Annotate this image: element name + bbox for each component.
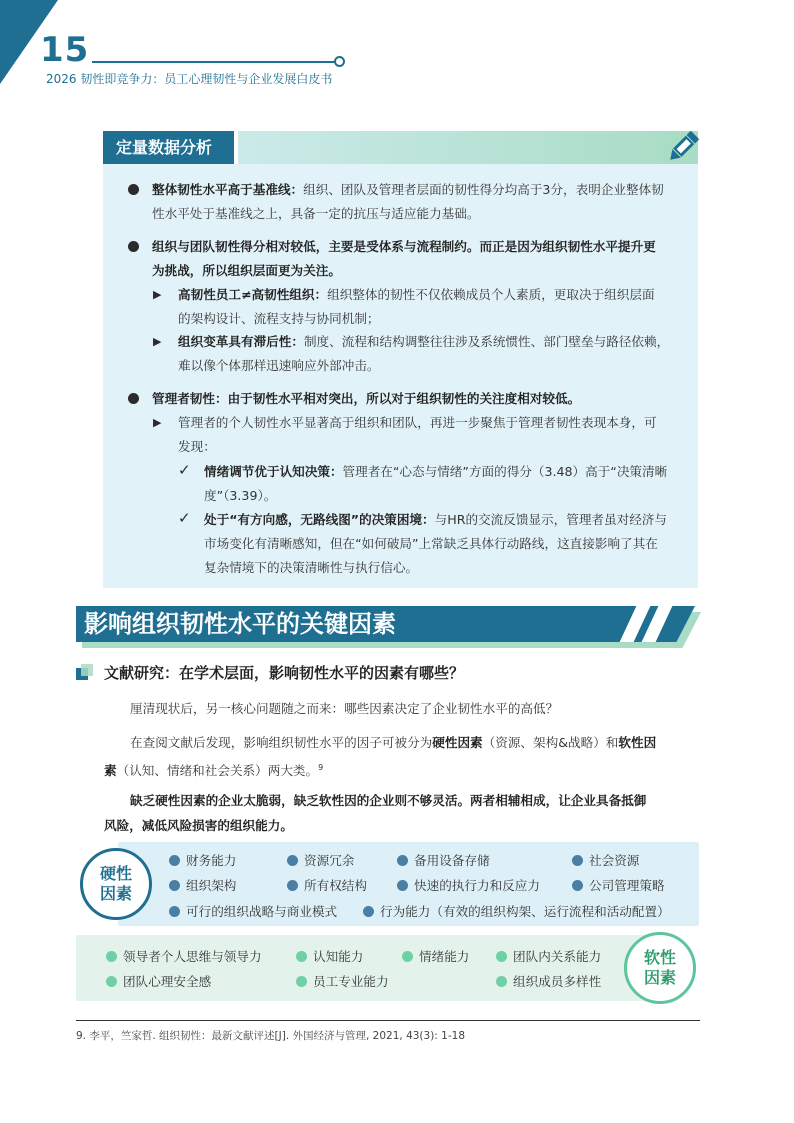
soft-factor-item: 团队心理安全感 [123, 974, 212, 989]
hard-factor-item: 公司管理策略 [589, 878, 665, 893]
hard-factor-item: 社会资源 [589, 853, 640, 868]
paragraph-1: 厘清现状后，另一核心问题随之而来：哪些因素决定了企业韧性水平的高低？ [130, 701, 559, 716]
quant-point-1-line-2: 性水平处于基准线之上，具备一定的抗压与适应能力基础。 [152, 206, 480, 221]
triangle-bullet-icon: ▶ [153, 288, 162, 301]
quant-point-2a-line-1: 高韧性员工≠高韧性组织：组织整体的韧性不仅依赖成员个人素质，更取决于组织层面 [178, 287, 655, 302]
section-title: 影响组织韧性水平的关键因素 [84, 610, 396, 638]
hard-factor-item: 组织架构 [186, 878, 237, 893]
checkmark-icon: ✓ [178, 509, 191, 527]
quant-point-2b-line-2: 难以像个体那样迅速响应外部冲击。 [178, 358, 380, 373]
footnote-rule [76, 1020, 700, 1021]
quant-point-1-line-1: 整体韧性水平高于基准线：组织、团队及管理者层面的韧性得分均高于3分，表明企业整体韧 [152, 182, 664, 197]
quant-point-2b-line-1: 组织变革具有滞后性：制度、流程和结构调整往往涉及系统惯性、部门壁垒与路径依赖， [178, 334, 670, 349]
hard-factor-item: 行为能力（有效的组织构架、运行流程和活动配置） [380, 904, 670, 919]
quant-point-3b-line-1: 情绪调节优于认知决策：管理者在“心态与情绪”方面的得分（3.48）高于“决策清晰 [204, 464, 668, 479]
quant-point-3: 管理者韧性：由于韧性水平相对突出，所以对于组织韧性的关注度相对较低。 [152, 391, 581, 406]
square-bullet-icon [76, 664, 94, 680]
hard-factor-item: 财务能力 [186, 853, 237, 868]
quant-point-3c-line-1: 处于“有方向感，无路线图”的决策困境：与HR的交流反馈显示，管理者虽对经济与 [204, 512, 667, 527]
quant-point-3a-line-2: 发现： [178, 439, 216, 454]
hard-factor-item: 备用设备存储 [414, 853, 490, 868]
header-rule-dot [334, 56, 345, 67]
quant-section-title: 定量数据分析 [103, 131, 234, 164]
triangle-bullet-icon: ▶ [153, 335, 162, 348]
paragraph-3: 缺乏硬性因素的企业太脆弱，缺乏软性因的企业则不够灵活。两者相辅相成，让企业具备抵御 风险，减低风险损害的组织能力。 [104, 793, 647, 833]
bullet-dot [128, 393, 139, 404]
soft-factor-item: 团队内关系能力 [513, 949, 602, 964]
hard-factor-item: 快速的执行力和反应力 [414, 878, 540, 893]
soft-factor-item: 员工专业能力 [313, 974, 389, 989]
quant-point-3c-line-2: 市场变化有清晰感知，但在“如何破局”上常缺乏具体行动路线，这直接影响了其在 [204, 536, 658, 551]
bullet-dot [128, 184, 139, 195]
paragraph-2: 在查阅文献后发现，影响组织韧性水平的因子可被分为硬性因素（资源、架构&战略）和软性因 素（认知、情绪和社会关系）两大类。$^9$ [104, 735, 657, 779]
quant-point-3a-line-1: 管理者的个人韧性水平显著高于组织和团队，再进一步聚焦于管理者韧性表现本身，可 [178, 415, 657, 430]
footnote: 9. 李平，竺家哲. 组织韧性：最新文献评述[J]. 外国经济与管理, 2021, 43(3): 1-18 [76, 1030, 466, 1042]
soft-factors-box [76, 935, 657, 1001]
triangle-bullet-icon: ▶ [153, 416, 162, 429]
hard-factor-item: 资源冗余 [304, 853, 355, 868]
bullet-dot [128, 241, 139, 252]
quant-point-2-line-1: 组织与团队韧性得分相对较低，主要是受体系与流程制约。而正是因为组织韧性水平提升更 [152, 239, 656, 254]
soft-factor-item: 认知能力 [313, 949, 364, 964]
literature-heading: 文献研究：在学术层面，影响韧性水平的因素有哪些？ [104, 664, 465, 682]
quant-point-2-line-2: 为挑战，所以组织层面更为关注。 [152, 263, 341, 278]
soft-factor-item: 领导者个人思维与领导力 [123, 949, 262, 964]
header-rule [92, 61, 336, 63]
soft-factors-badge: 软性 因素 [624, 932, 696, 1004]
hard-factor-item: 可行的组织战略与商业模式 [186, 904, 338, 919]
checkmark-icon: ✓ [178, 461, 191, 479]
hard-factor-item: 所有权结构 [304, 878, 367, 893]
pencil-icon [666, 128, 700, 166]
quant-point-3b-line-2: 度”（3.39）。 [204, 488, 277, 503]
soft-factor-item: 组织成员多样性 [513, 974, 602, 989]
hard-factors-badge: 硬性 因素 [80, 848, 152, 920]
page-number: 15 [40, 30, 90, 70]
soft-factor-item: 情绪能力 [419, 949, 470, 964]
quant-point-3c-line-3: 复杂情境下的决策清晰性与执行信心。 [204, 560, 419, 575]
document-title: 2026 韧性即竞争力：员工心理韧性与企业发展白皮书 [46, 72, 333, 86]
quant-point-2a-line-2: 的架构设计、流程支持与协同机制； [178, 311, 380, 326]
